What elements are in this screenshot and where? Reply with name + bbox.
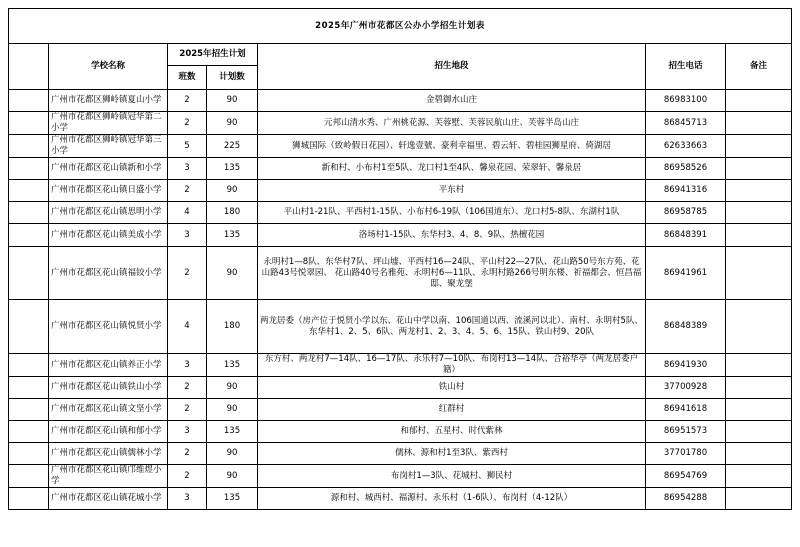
phone-cell: 86848391 xyxy=(646,224,726,247)
school-name-cell: 广州市花都区花山镇铁山小学 xyxy=(49,377,168,399)
school-header: 学校名称 xyxy=(49,44,168,90)
school-name-cell: 广州市花都区花山镇新和小学 xyxy=(49,158,168,180)
phone-cell: 86941618 xyxy=(646,399,726,421)
area-cell: 平山村1-21队、平西村1-15队、小布村6-19队（106国道东）、龙口村5-8队、东湖村1队 xyxy=(258,202,646,224)
area-cell: 狮城国际（致岭假日花园）、轩逸壹號、豪利幸福里、碧云轩、碧桂园狮星府、倚湖居 xyxy=(258,135,646,158)
gutter-cell xyxy=(9,247,49,300)
table-row xyxy=(9,421,792,443)
phone-header: 招生电话 xyxy=(646,44,726,90)
phone-cell: 86958526 xyxy=(646,158,726,180)
gutter-header-cell xyxy=(9,44,49,90)
quota-cell: 225 xyxy=(207,135,258,158)
school-name-cell: 广州市花都区狮岭镇夏山小学 xyxy=(49,90,168,112)
gutter-cell xyxy=(9,300,49,354)
area-cell: 红群村 xyxy=(258,399,646,421)
area-cell: 源和村、城西村、福源村、永乐村（1-6队）、布岗村（4-12队） xyxy=(258,488,646,510)
gutter-cell xyxy=(9,180,49,202)
gutter-cell xyxy=(9,465,49,488)
phone-cell: 86941961 xyxy=(646,247,726,300)
remark-cell xyxy=(726,354,792,377)
remark-cell xyxy=(726,224,792,247)
area-cell: 铁山村 xyxy=(258,377,646,399)
table-row xyxy=(9,135,792,158)
area-cell: 元邦山清水秀、广州桃花源、芙蓉墅、芙蓉民航山庄、芙蓉半岛山庄 xyxy=(258,112,646,135)
quota-cell: 90 xyxy=(207,180,258,202)
classes-cell: 2 xyxy=(168,180,207,202)
school-name-cell: 广州市花都区狮岭镇冠华第三小学 xyxy=(49,135,168,158)
table-row xyxy=(9,354,792,377)
gutter-cell xyxy=(9,488,49,510)
area-cell: 和郁村、五星村、时代紫林 xyxy=(258,421,646,443)
classes-cell: 2 xyxy=(168,112,207,135)
quota-cell: 90 xyxy=(207,90,258,112)
table-row xyxy=(9,158,792,180)
header-row-1 xyxy=(9,44,792,66)
table-row xyxy=(9,180,792,202)
phone-cell: 86954769 xyxy=(646,465,726,488)
classes-cell: 2 xyxy=(168,399,207,421)
classes-cell: 2 xyxy=(168,90,207,112)
phone-cell: 86951573 xyxy=(646,421,726,443)
phone-cell: 86954288 xyxy=(646,488,726,510)
remark-cell xyxy=(726,399,792,421)
classes-cell: 3 xyxy=(168,224,207,247)
school-name-cell: 广州市花都区花山镇邝维煜小学 xyxy=(49,465,168,488)
classes-cell: 2 xyxy=(168,465,207,488)
area-cell: 永明村1—8队、东华村7队、坪山墟、平西村16—24队、平山村22—27队、花山路50号东方苑、花山路43号悦翠园、 花山路40号名雅苑、永明村6—11队、永明村路266号明东楼、祈福都会、恒昌福邸、聚龙堡 xyxy=(258,247,646,300)
phone-cell: 86958785 xyxy=(646,202,726,224)
remark-header: 备注 xyxy=(726,44,792,90)
remark-cell xyxy=(726,247,792,300)
table-row xyxy=(9,90,792,112)
title-row xyxy=(9,9,792,44)
gutter-cell xyxy=(9,421,49,443)
quota-cell: 135 xyxy=(207,488,258,510)
area-cell: 新和村、小布村1至5队、龙口村1至4队、馨泉花园、荣翠轩、馨泉居 xyxy=(258,158,646,180)
enrollment-plan-table xyxy=(8,8,792,510)
quota-cell: 90 xyxy=(207,377,258,399)
classes-cell: 3 xyxy=(168,421,207,443)
school-name-cell: 广州市花都区花山镇花城小学 xyxy=(49,488,168,510)
gutter-cell xyxy=(9,354,49,377)
area-cell: 布岗村1—3队、花城村、狮民村 xyxy=(258,465,646,488)
classes-cell: 4 xyxy=(168,300,207,354)
school-name-cell: 广州市花都区花山镇文坚小学 xyxy=(49,399,168,421)
school-name-cell: 广州市花都区花山镇美成小学 xyxy=(49,224,168,247)
remark-cell xyxy=(726,443,792,465)
remark-cell xyxy=(726,202,792,224)
classes-cell: 3 xyxy=(168,158,207,180)
remark-cell xyxy=(726,377,792,399)
school-name-cell: 广州市花都区狮岭镇冠华第二小学 xyxy=(49,112,168,135)
phone-cell: 86941930 xyxy=(646,354,726,377)
classes-cell: 5 xyxy=(168,135,207,158)
remark-cell xyxy=(726,112,792,135)
classes-cell: 3 xyxy=(168,354,207,377)
quota-cell: 90 xyxy=(207,399,258,421)
area-header: 招生地段 xyxy=(258,44,646,90)
school-name-cell: 广州市花都区花山镇和郁小学 xyxy=(49,421,168,443)
phone-cell: 86845713 xyxy=(646,112,726,135)
school-name-cell: 广州市花都区花山镇悦贤小学 xyxy=(49,300,168,354)
phone-cell: 37701780 xyxy=(646,443,726,465)
gutter-cell xyxy=(9,202,49,224)
table-row xyxy=(9,377,792,399)
phone-cell: 86983100 xyxy=(646,90,726,112)
remark-cell xyxy=(726,180,792,202)
table-row xyxy=(9,488,792,510)
remark-cell xyxy=(726,488,792,510)
classes-header: 班数 xyxy=(168,66,207,90)
gutter-cell xyxy=(9,135,49,158)
gutter-cell xyxy=(9,224,49,247)
classes-cell: 3 xyxy=(168,488,207,510)
gutter-cell xyxy=(9,90,49,112)
classes-cell: 2 xyxy=(168,247,207,300)
area-cell: 儒林、源和村1至3队、紫西村 xyxy=(258,443,646,465)
table-row xyxy=(9,112,792,135)
quota-cell: 135 xyxy=(207,158,258,180)
phone-cell: 37700928 xyxy=(646,377,726,399)
gutter-cell xyxy=(9,158,49,180)
area-cell: 洛场村1-15队、东华村3、4、8、9队、热檀花园 xyxy=(258,224,646,247)
remark-cell xyxy=(726,465,792,488)
plan-group-header: 2025年招生计划 xyxy=(168,44,258,66)
quota-cell: 135 xyxy=(207,354,258,377)
remark-cell xyxy=(726,90,792,112)
remark-cell xyxy=(726,135,792,158)
table-row xyxy=(9,300,792,354)
area-cell: 东方村、两龙村7—14队、16—17队、永乐村7—10队、布岗村13—14队、合裕华亭（两龙居委户籍） xyxy=(258,354,646,377)
gutter-cell xyxy=(9,399,49,421)
remark-cell xyxy=(726,300,792,354)
quota-cell: 90 xyxy=(207,443,258,465)
classes-cell: 2 xyxy=(168,377,207,399)
table-row xyxy=(9,202,792,224)
remark-cell xyxy=(726,421,792,443)
area-cell: 平东村 xyxy=(258,180,646,202)
table-row xyxy=(9,399,792,421)
table-row xyxy=(9,247,792,300)
phone-cell: 62633663 xyxy=(646,135,726,158)
school-name-cell: 广州市花都区花山镇福铰小学 xyxy=(49,247,168,300)
school-name-cell: 广州市花都区花山镇养正小学 xyxy=(49,354,168,377)
quota-cell: 180 xyxy=(207,202,258,224)
quota-cell: 135 xyxy=(207,224,258,247)
table-row xyxy=(9,224,792,247)
school-name-cell: 广州市花都区花山镇思明小学 xyxy=(49,202,168,224)
school-name-cell: 广州市花都区花山镇儒林小学 xyxy=(49,443,168,465)
quota-header: 计划数 xyxy=(207,66,258,90)
table-row xyxy=(9,465,792,488)
classes-cell: 4 xyxy=(168,202,207,224)
school-name-cell: 广州市花都区花山镇日盛小学 xyxy=(49,180,168,202)
table-row xyxy=(9,443,792,465)
gutter-cell xyxy=(9,377,49,399)
gutter-cell xyxy=(9,112,49,135)
quota-cell: 180 xyxy=(207,300,258,354)
quota-cell: 90 xyxy=(207,247,258,300)
gutter-cell xyxy=(9,443,49,465)
page-title: 2025年广州市花都区公办小学招生计划表 xyxy=(9,9,792,44)
phone-cell: 86941316 xyxy=(646,180,726,202)
classes-cell: 2 xyxy=(168,443,207,465)
quota-cell: 90 xyxy=(207,465,258,488)
quota-cell: 90 xyxy=(207,112,258,135)
area-cell: 金碧御水山庄 xyxy=(258,90,646,112)
phone-cell: 86848389 xyxy=(646,300,726,354)
remark-cell xyxy=(726,158,792,180)
quota-cell: 135 xyxy=(207,421,258,443)
area-cell: 两龙居委（房产位于悦贤小学以东、花山中学以南、106国道以西、流溪河以北）、南村、永明村5队、东华村1、2、5、6队、两龙村1、2、3、4、5、6、15队、铁山村9、20队 xyxy=(258,300,646,354)
